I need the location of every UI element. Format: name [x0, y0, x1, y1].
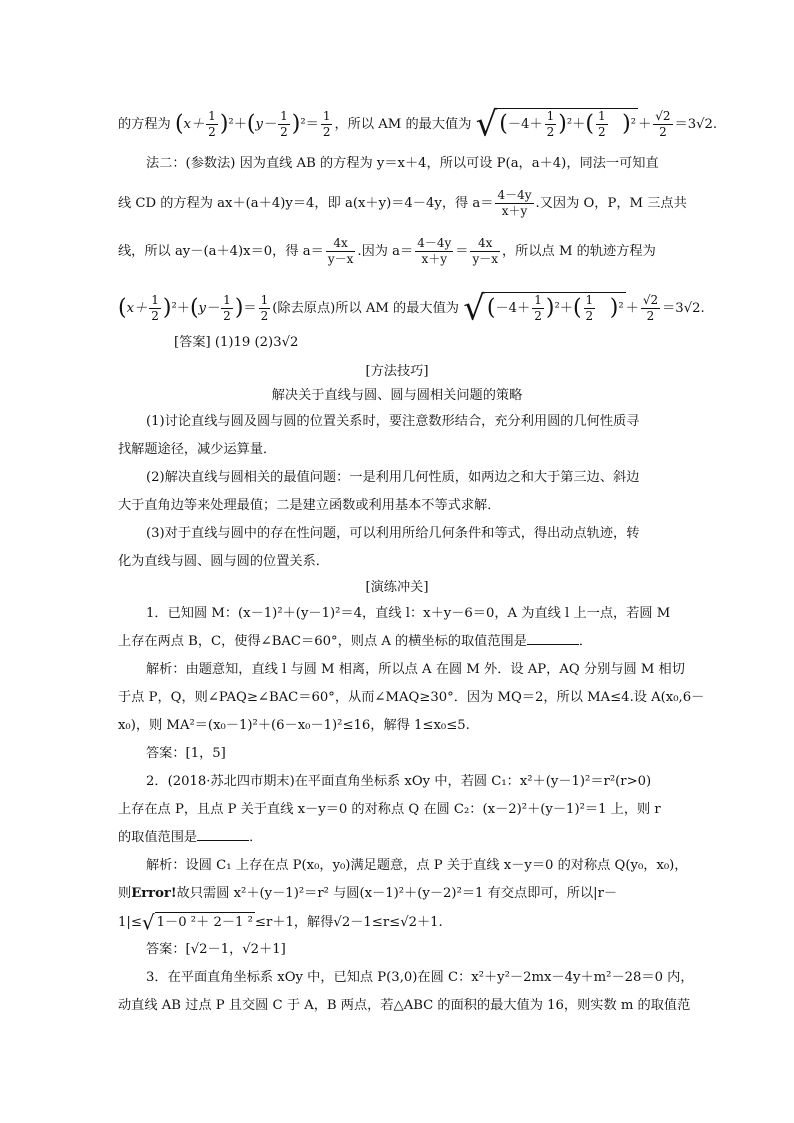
answer-line: [答案] (1)19 (2)3√2 — [174, 335, 299, 350]
section-subtitle: 解决关于直线与圆、圆与圆相关问题的策略 — [271, 388, 523, 403]
answer-line: 答案：[1，5] — [146, 746, 226, 761]
solution-line: x₀)，则 MA²＝(x₀－1)²＋(6－x₀－1)²≤16，解得 1≤x₀≤5. — [118, 718, 470, 733]
question-line: 1．已知圆 M：(x－1)²＋(y－1)²＝4，直线 l：x＋y－6＝0，A 为直线 l 上一点，若圆 M — [146, 606, 671, 621]
solution-line: 于点 P，Q，则∠PAQ≥∠BAC＝60°，从而∠MAQ≥30°．因为 MQ＝2，所以 MA≤4.设 A(x₀,6－ — [118, 690, 705, 705]
question-line: 上存在两点 B，C，使得∠BAC＝60°，则点 A 的横坐标的取值范围是 ． — [118, 634, 593, 649]
text-line: 法二：(参数法) 因为直线 AB 的方程为 y＝x＋4，所以可设 P(a，a＋4)，同法一可知直 — [146, 156, 659, 171]
question-line: 3．在平面直角坐标系 xOy 中，已知点 P(3,0)在圆 C：x²＋y²－2mx－4y＋m²－28＝0 内， — [146, 970, 694, 985]
section-title: [演练冲关] — [365, 580, 429, 595]
answer-line: 答案：[√2－1，√2＋1] — [146, 942, 286, 957]
solution-line: 解析：由题意知，直线 l 与圆 M 相离，所以点 A 在圆 M 外．设 AP，AQ 分别与圆 M 相切 — [146, 662, 685, 677]
solution-line: 1|≤√ 1－0 ²＋ 2－1 ² ≤r＋1，解得√2－1≤r≤√2＋1. — [118, 910, 443, 935]
text-line: 的方程为 (x＋ $\frac{1}{2}$ )²＋(y－ $\frac{1}{2}$ )²＝ $\frac{1}{2}$ ，所以 AM 的最大值为 √(－4＋ $\frac{1}{2}$ )²＋( $\frac{1}{2}$ )² ＋ $\frac{√2}{2}$ ＝3√2. — [118, 104, 718, 145]
question-line: 2．(2018·苏北四市期末)在平面直角坐标系 xOy 中，若圆 C₁：x²＋(y－1)²＝r²(r>0) — [146, 774, 652, 789]
question-line: 动直线 AB 过点 P 且交圆 C 于 A，B 两点，若△ABC 的面积的最大值为 16，则实数 m 的取值范 — [118, 998, 691, 1013]
text-line: 线 CD 的方程为 ax＋(a＋4)y＝4，即 a(x＋y)＝4－4y，得 a＝ $\frac{4-4y}{x+y}$ .又因为 O，P，M 三点共 — [118, 188, 687, 218]
question-line: 的取值范围是 ． — [118, 830, 263, 845]
text-line: 大于直角边等来处理最值；二是建立函数或利用基本不等式求解． — [118, 498, 501, 513]
text-line: 线，所以 ay－(a＋4)x＝0，得 a＝ $\frac{4x}{y-x}$ .因为 a＝ $\frac{4-4y}{x+y}$ ＝ $\frac{4x}{y-x}$ ，所以点 M 的轨迹方程为 — [118, 236, 656, 266]
solution-line: 解析：设圆 C₁ 上存在点 P(x₀，y₀)满足题意，点 P 关于直线 x－y＝0 的对称点 Q(y₀，x₀)， — [146, 858, 688, 873]
text-line: (1)讨论直线与圆及圆与圆的位置关系时，要注意数形结合，充分利用圆的几何性质寻 — [146, 414, 640, 429]
text-line: (3)对于直线与圆中的存在性问题，可以利用所给几何条件和等式，得出动点轨迹，转 — [146, 526, 640, 541]
section-title: [方法技巧] — [365, 364, 429, 379]
text-line: (2)解决直线与圆相关的最值问题：一是利用几何性质，如两边之和大于第三边、斜边 — [146, 470, 640, 485]
text-line: 化为直线与圆、圆与圆的位置关系． — [118, 554, 329, 569]
text-line: 找解题途径，减少运算量． — [118, 442, 277, 457]
answer-blank — [527, 634, 579, 645]
solution-line: 则Error!故只需圆 x²＋(y－1)²＝r² 与圆(x－1)²＋(y－2)²＝1 有交点即可，所以|r－ — [118, 886, 618, 901]
question-line: 上存在点 P，且点 P 关于直线 x－y＝0 的对称点 Q 在圆 C₂：(x－2)²＋(y－1)²＝1 上，则 r — [118, 802, 661, 817]
answer-blank — [197, 830, 249, 841]
text-line: (x＋ $\frac{1}{2}$ )²＋(y－ $\frac{1}{2}$ )＝ $\frac{1}{2}$ (除去原点)所以 AM 的最大值为 √(－4＋ $\frac{1}{2}$ )²＋( $\frac{1}{2}$ )² ＋ $\frac{√2}{2}$ ＝3√2. — [118, 288, 705, 329]
